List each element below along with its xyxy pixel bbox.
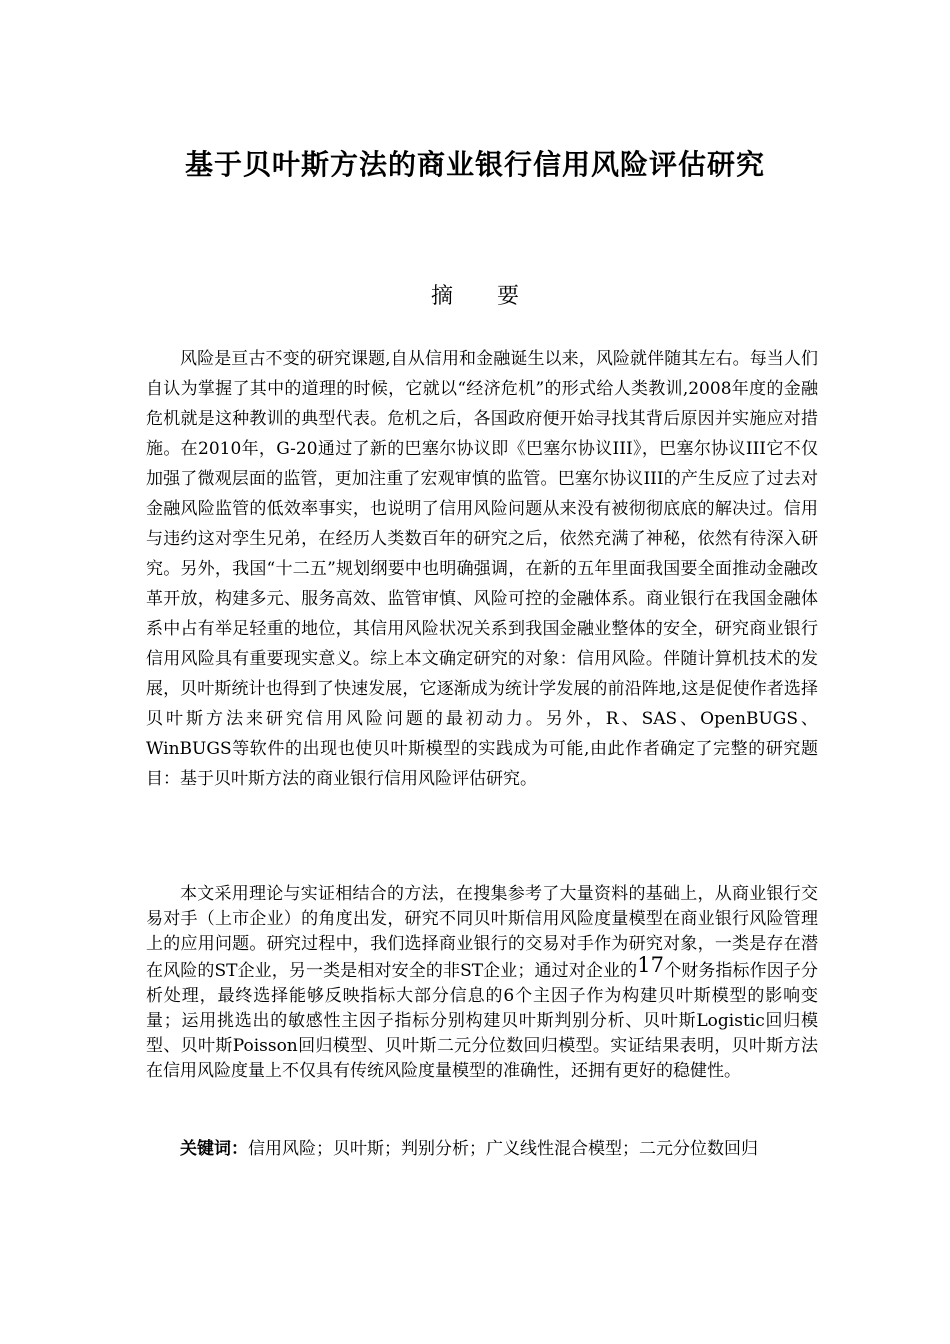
keywords-label: 关键词： <box>180 1139 248 1159</box>
paragraph-2-text-after: 个财务指标作因子分析处理，最终选择能够反映指标大部分信息的6个主因子作为构建贝叶斯模型的影响变量；运用挑选出的敏感性主因子指标分别构建贝叶斯判别分析、贝叶斯Logistic回归模型、贝叶斯Poisson回归模型、贝叶斯二元分位数回归模型。实证结果表明，贝叶斯方法在信用风险度量上不仅具有传统风险度量模型的准确性，还拥有更好的稳健性。 <box>146 961 819 1081</box>
abstract-heading: 摘 要 <box>430 284 519 309</box>
page-title: 基于贝叶斯方法的商业银行信用风险评估研究 <box>184 148 765 181</box>
keywords-text: 信用风险；贝叶斯；判别分析；广义线性混合模型；二元分位数回归 <box>248 1139 758 1159</box>
abstract-paragraph-1: 风险是亘古不变的研究课题,自从信用和金融诞生以来，风险就伴随其左右。每当人们自认为掌握了其中的道理的时候，它就以“经济危机”的形式给人类教训,2008年度的金融危机就是这种教训的典型代表。危机之后，各国政府便开始寻找其背后原因并实施应对措施。在2010年，G-20通过了新的巴塞尔协议即《巴塞尔协议III》，巴塞尔协议III它不仅加强了微观层面的监管，更加注重了宏观审慎的监管。巴塞尔协议III的产生反应了过去对金融风险监管的低效率事实，也说明了信用风险问题从来没有被彻彻底底的解决过。信用与违约这对孪生兄弟，在经历人类数百年的研究之后，依然充满了神秘，依然有待深入研究。另外，我国“十二五”规划纲要中也明确强调，在新的五年里面我国要全面推动金融改革开放，构建多元、服务高效、监管审慎、风险可控的金融体系。商业银行在我国金融体系中占有举足轻重的地位，其信用风险状况关系到我国金融业整体的安全，研究商业银行信用风险具有重要现实意义。综上本文确定研究的对象：信用风险。伴随计算机技术的发展，贝叶斯统计也得到了快速发展，它逐渐成为统计学发展的前沿阵地,这是促使作者选择贝叶斯方法来研究信用风险问题的最初动力。另外，R、SAS、OpenBUGS、WinBUGS等软件的出现也使贝叶斯模型的实践成为可能,由此作者确定了完整的研究题目：基于贝叶斯方法的商业银行信用风险评估研究。 <box>146 349 818 789</box>
indicator-count: 17 <box>637 953 664 977</box>
paragraph-2-text-before: 本文采用理论与实证相结合的方法，在搜集参考了大量资料的基础上，从商业银行交易对手（上市企业）的角度出发，研究不同贝叶斯信用风险度量模型在商业银行风险管理上的应用问题。研究过程中，我们选择商业银行的交易对手作为研究对象，一类是存在潜在风险的ST企业，另一类是相对安全的非ST企业；通过对企业的 <box>146 884 818 981</box>
abstract-paragraph-2 <box>146 882 818 1084</box>
keywords-line <box>146 1136 818 1162</box>
